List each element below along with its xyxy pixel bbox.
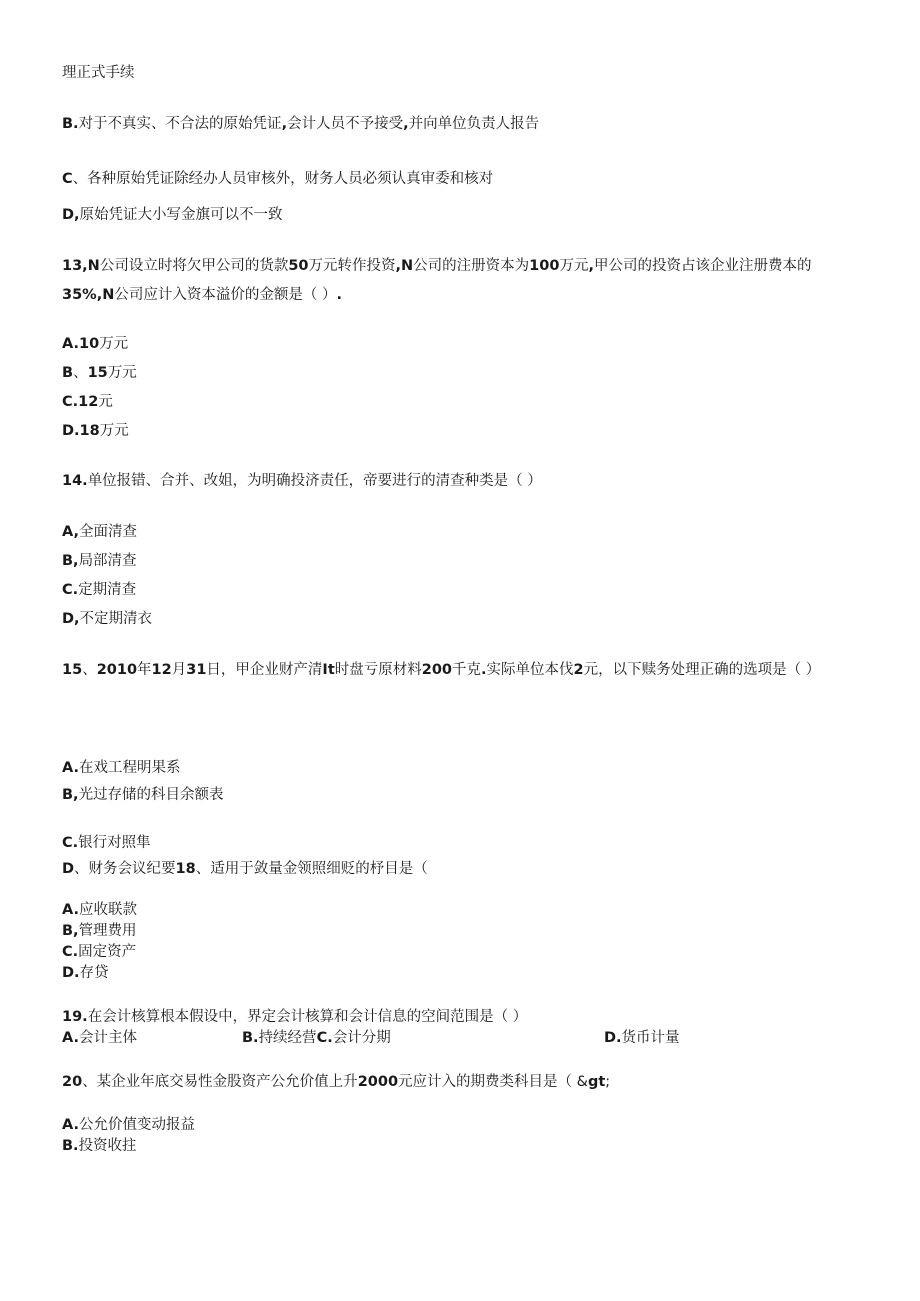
question-19: 19.在会计核算根本假设中，界定会计核算和会计信息的空间范围是（ ）: [62, 1009, 528, 1025]
option-b-q13: B、15万元: [62, 365, 137, 381]
question-14: 14.单位报错、合并、改姐，为明确投济责任，帝要进行的清查种类是（ ）: [62, 473, 542, 489]
option-c-q12: C、各种原始凭证除经办人员审核外，财务人员必须认真审委和核对: [62, 171, 494, 187]
question-13-line2: 35%,N公司应计入资本溢价的金额是（ ）.: [62, 287, 342, 303]
option-b-q20: B.投资收拄: [62, 1138, 137, 1154]
option-d-q18: D.存贷: [62, 965, 109, 981]
question-20: 20、某企业年底交易性金股资产公允价值上升2000元应计入的期费类科目是（ &gt;: [62, 1074, 611, 1090]
option-d-q14: D,不定期清衣: [62, 611, 153, 627]
question-13-line1: 13,N公司设立时将欠甲公司的货款50万元转作投资,N公司的注册资本为100万元,甲公司的投资占该企业注册费本的: [62, 258, 812, 274]
option-b-q18: B,管理费用: [62, 923, 137, 939]
option-c-q18: C.固定资产: [62, 944, 137, 960]
option-c-q14: C.定期清查: [62, 582, 137, 598]
option-d-q15-question-18: D、财务会议纪要18、适用于敛量金领照细贬的杼目是（: [62, 861, 428, 877]
option-text-continuation: 理正式手续: [62, 65, 135, 81]
option-c-q13: C.12元: [62, 394, 113, 410]
option-d-q13: D.18万元: [62, 423, 129, 439]
option-b-q14: B,局部清查: [62, 553, 137, 569]
option-a-q20: A.公允价值变动报益: [62, 1117, 195, 1133]
option-d-q12: D,原始凭证大小写金旗可以不一致: [62, 207, 283, 223]
option-b-q15: B,光过存储的科目余额表: [62, 787, 224, 803]
option-a-q18: A.应收联款: [62, 902, 137, 918]
question-15: 15、2010年12月31日，甲企业财产清It时盘亏原材料200千克.实际单位本伐2元，以下赎务处理正确的选项是（ ）: [62, 662, 821, 678]
option-c-q15: C.银行对照隼: [62, 835, 151, 851]
option-a-q13: A.10万元: [62, 336, 129, 352]
option-a-q19: A.会计主体: [62, 1030, 137, 1046]
option-b-q12: B.对于不真实、不合法的原始凭证,会计人员不予接受,并向单位负责人报告: [62, 116, 540, 132]
option-d-q19: D.货币计量: [604, 1030, 680, 1046]
option-a-q15: A.在戏工程明果系: [62, 760, 181, 776]
option-a-q14: A,全面清查: [62, 524, 137, 540]
option-b-c-q19: B.持续经营C.会计分期: [242, 1030, 391, 1046]
